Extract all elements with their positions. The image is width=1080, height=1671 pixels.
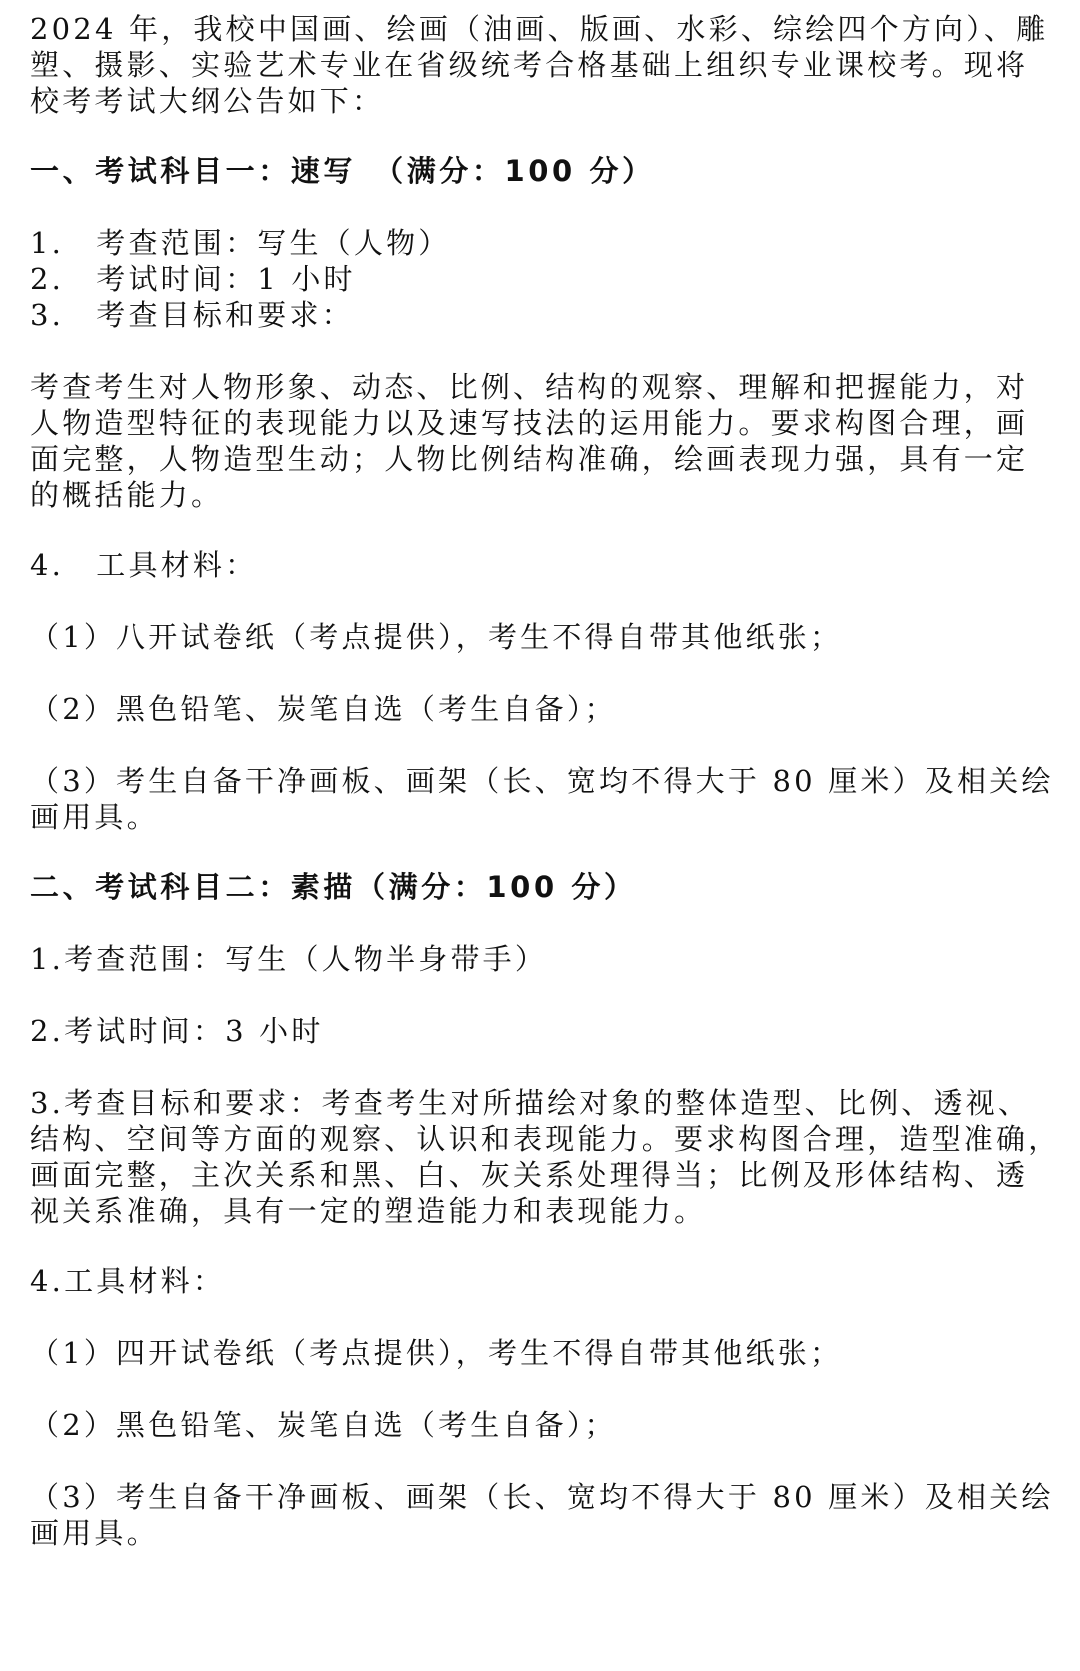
intro-line: 校考考试大纲公告如下： [30,84,385,118]
section2-title: 二、考试科目二：素描（满分：100 分） [30,870,637,904]
section1-item: 2. 考试时间：1 小时 [30,262,356,296]
section1-tool-item: （2）黑色铅笔、炭笔自选（考生自备）； [30,692,617,726]
section1-title: 一、考试科目一：速写 （满分：100 分） [30,154,655,188]
section1-tools-label: 4. 工具材料： [30,548,258,582]
section1-tool-item: （3）考生自备干净画板、画架（长、宽均不得大于 80 厘米）及相关绘 [30,764,1054,798]
section2-tool-item: （2）黑色铅笔、炭笔自选（考生自备）； [30,1408,617,1442]
section2-tool-item: （3）考生自备干净画板、画架（长、宽均不得大于 80 厘米）及相关绘 [30,1480,1054,1514]
section1-item: 3. 考查目标和要求： [30,298,354,332]
section1-paragraph-line: 人物造型特征的表现能力以及速写技法的运用能力。要求构图合理，画 [30,406,1029,440]
section1-paragraph-line: 考查考生对人物形象、动态、比例、结构的观察、理解和把握能力，对 [30,370,1029,404]
section2-tool-item: 画用具。 [30,1516,159,1550]
section1-item: 1. 考查范围：写生（人物） [30,226,451,260]
section1-paragraph-line: 面完整，人物造型生动；人物比例结构准确，绘画表现力强，具有一定 [30,442,1029,476]
section1-paragraph-line: 的概括能力。 [30,478,224,512]
section1-tool-item: （1）八开试卷纸（考点提供），考生不得自带其他纸张； [30,620,843,654]
section2-paragraph-line: 3.考查目标和要求：考查考生对所描绘对象的整体造型、比例、透视、 [30,1086,1031,1120]
intro-line: 2024 年，我校中国画、绘画（油画、版画、水彩、综绘四个方向）、雕 [30,12,1049,46]
section2-item: 1.考查范围：写生（人物半身带手） [30,942,548,976]
section2-paragraph-line: 视关系准确，具有一定的塑造能力和表现能力。 [30,1194,707,1228]
intro-line: 塑、摄影、实验艺术专业在省级统考合格基础上组织专业课校考。现将 [30,48,1029,82]
section2-tool-item: （1）四开试卷纸（考点提供），考生不得自带其他纸张； [30,1336,843,1370]
section2-paragraph-line: 画面完整，主次关系和黑、白、灰关系处理得当；比例及形体结构、透 [30,1158,1029,1192]
section2-item: 2.考试时间：3 小时 [30,1014,324,1048]
section1-tool-item: 画用具。 [30,800,159,834]
section2-paragraph-line: 结构、空间等方面的观察、认识和表现能力。要求构图合理，造型准确， [30,1122,1061,1156]
section2-tools-label: 4.工具材料： [30,1264,226,1298]
